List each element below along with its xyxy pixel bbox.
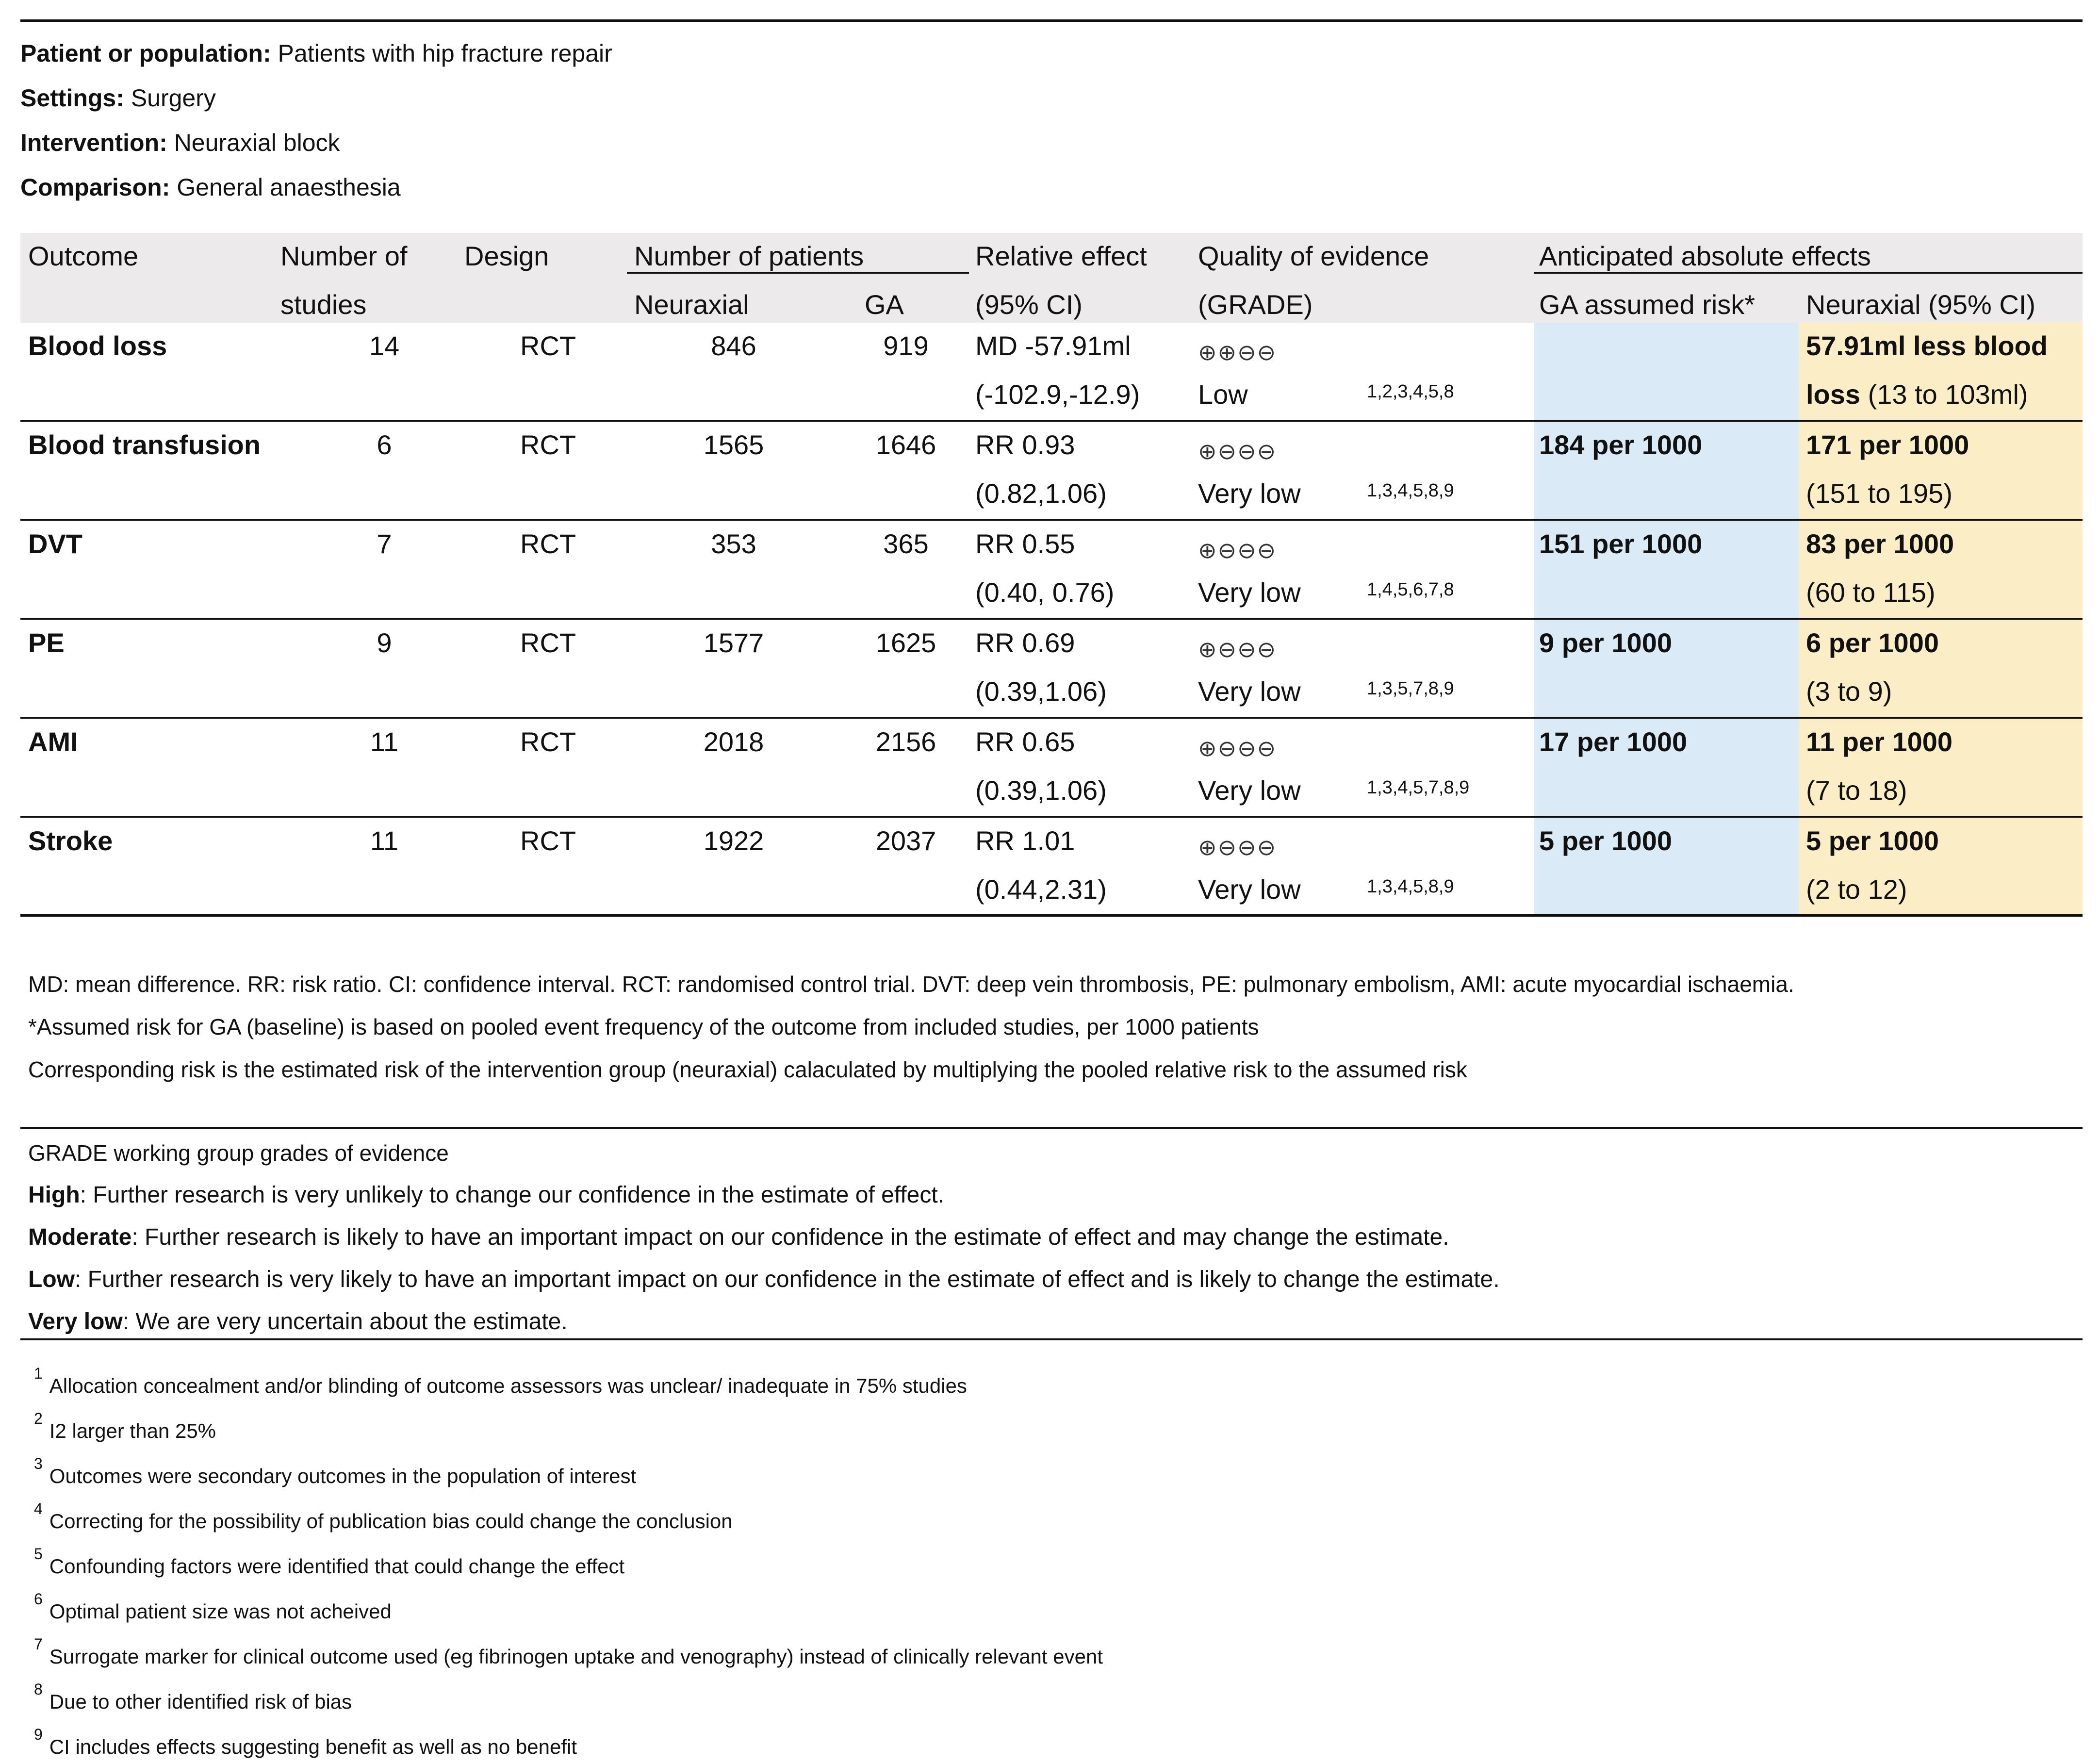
neuraxial-risk-cell: 6 per 1000 [1806,627,1939,658]
neuraxial-n-cell: 1922 [703,825,764,856]
outcome-cell: DVT [28,528,82,559]
footnote-refs: 1,3,4,5,7,8,9 [1367,777,1470,798]
comparison-line: Comparison: General anaesthesia [20,174,401,201]
ga-risk-cell: 151 per 1000 [1539,528,1703,559]
outcome-cell: AMI [28,726,78,757]
neuraxial-risk-cell: 83 per 1000 [1806,528,1954,559]
neuraxial-n-cell: 846 [711,330,756,361]
grade-very-low: Very low: We are very uncertain about the estimate. [28,1309,568,1335]
table-row [20,323,2083,422]
neuraxial-n-cell: 2018 [703,726,764,757]
quality-cell: Very low [1198,478,1301,509]
settings-line: Settings: Surgery [20,84,216,112]
header-ga: GA [865,289,904,320]
ga-n-cell: 365 [883,528,929,559]
ga-n-cell: 2037 [875,825,936,856]
quality-cell: Very low [1198,676,1301,707]
footnote-item: $^4$Correcting for the possibility of publication bias could change the conclusion [34,1500,733,1532]
footnote-item: $^8$Due to other identified risk of bias [34,1681,352,1713]
neuraxial-n-cell: 1577 [703,627,764,658]
footnote-item: $^2$I2 larger than 25% [34,1410,216,1442]
footnote-refs: 1,3,4,5,8,9 [1367,480,1454,501]
ga-risk-cell: 5 per 1000 [1539,825,1672,856]
studies-cell: 6 [377,429,392,460]
outcome-cell: PE [28,627,65,658]
ga-risk-cell: 17 per 1000 [1539,726,1688,757]
header-relative-effect-ci: (95% CI) [975,289,1083,320]
neuraxial-ci-cell: (3 to 9) [1806,676,1892,707]
studies-cell: 14 [369,330,400,361]
header-quality: Quality of evidence [1198,241,1429,271]
neuraxial-ci-cell: (2 to 12) [1806,874,1907,905]
footnote-refs: 1,4,5,6,7,8 [1367,579,1454,600]
grade-symbols: ⊕⊖⊖⊖ [1198,438,1277,464]
grade-symbols: ⊕⊖⊖⊖ [1198,834,1277,860]
design-cell: RCT [520,528,576,559]
ga-risk-cell: 9 per 1000 [1539,627,1672,658]
studies-cell: 9 [377,627,392,658]
table-row [20,422,2083,521]
effect-line1: RR 1.01 [975,825,1075,856]
footnote-refs: 1,3,5,7,8,9 [1367,678,1454,699]
table-bottom-rule [20,914,2083,917]
table-row [20,818,2083,917]
effect-line2: (0.44,2.31) [975,874,1107,905]
footnote-item: $^7$Surrogate marker for clinical outcome used (eg fibrinogen uptake and venography) instead of clinically relevant event [34,1635,1103,1668]
effect-line1: MD -57.91ml [975,330,1131,361]
header-num-studies: Number of [280,241,408,271]
header-outcome: Outcome [28,241,139,271]
footnote-item: $^6$Optimal patient size was not acheived [34,1590,392,1623]
design-cell: RCT [520,627,576,658]
effect-line2: (-102.9,-12.9) [975,379,1140,410]
neuraxial-risk-cell: 5 per 1000 [1806,825,1939,856]
neuraxial-ci-cell: (151 to 195) [1806,478,1952,509]
ga-n-cell: 919 [883,330,929,361]
effect-line1: RR 0.93 [975,429,1075,460]
table-row [20,620,2083,719]
footnote-item: $^5$Confounding factors were identified that could change the effect [34,1545,625,1578]
header-anticipated: Anticipated absolute effects [1539,241,1871,271]
neuraxial-ci-cell: (7 to 18) [1806,775,1907,806]
outcome-cell: Stroke [28,825,113,856]
design-cell: RCT [520,825,576,856]
grade-symbols: ⊕⊖⊖⊖ [1198,636,1277,662]
population-line: Patient or population: Patients with hip fracture repair [20,40,612,67]
design-cell: RCT [520,429,576,460]
quality-cell: Very low [1198,874,1301,905]
footnote-item: $^3$Outcomes were secondary outcomes in the population of interest [34,1455,637,1487]
quality-cell: Very low [1198,577,1301,608]
neuraxial-n-cell: 353 [711,528,756,559]
studies-cell: 7 [377,528,392,559]
grade-low: Low: Further research is very likely to have an important impact on our confidence in the estimate of effect and is likely to change the estimate. [28,1267,1500,1292]
grade-top-rule [20,1127,2083,1129]
neuraxial-ci-cell: (60 to 115) [1806,577,1936,608]
table-row [20,521,2083,620]
quality-cell: Low [1198,379,1248,410]
effect-line1: RR 0.55 [975,528,1075,559]
quality-cell: Very low [1198,775,1301,806]
header-num-studies-2: studies [280,289,367,320]
table-row [20,719,2083,818]
effect-line2: (0.82,1.06) [975,478,1107,509]
abbreviations-note: MD: mean difference. RR: risk ratio. CI: confidence interval. RCT: randomised control trial. DVT: deep vein thrombosis, PE: pulmonary embolism, AMI: acute myocardial ischaemia. [28,972,1794,997]
ga-risk-cell-bg [1534,323,1799,422]
grade-symbols: ⊕⊖⊖⊖ [1198,537,1277,563]
grade-symbols: ⊕⊕⊖⊖ [1198,339,1277,365]
grade-moderate: Moderate: Further research is likely to have an important impact on our confidence in the estimate of effect and may change the estimate. [28,1224,1449,1250]
footnote-refs: 1,3,4,5,8,9 [1367,876,1454,897]
header-relative-effect: Relative effect [975,241,1147,271]
header-grade: (GRADE) [1198,289,1313,320]
grade-title: GRADE working group grades of evidence [28,1140,449,1166]
header-neuraxial-ci: Neuraxial (95% CI) [1806,289,2036,320]
top-rule [20,19,2083,22]
effect-line1: RR 0.69 [975,627,1075,658]
ga-n-cell: 1625 [875,627,936,658]
footnote-item: $^1$Allocation concealment and/or blinding of outcome assessors was unclear/ inadequate in 75% studies [34,1365,967,1397]
header-design: Design [464,241,549,271]
ga-n-cell: 1646 [875,429,936,460]
effect-line2: (0.40, 0.76) [975,577,1115,608]
intervention-line: Intervention: Neuraxial block [20,129,340,156]
neuraxial-risk-cell: 11 per 1000 [1806,726,1953,757]
studies-cell: 11 [370,825,399,856]
design-cell: RCT [520,726,576,757]
corresponding-risk-note: Corresponding risk is the estimated risk of the intervention group (neuraxial) calaculated by multiplying the pooled relative risk to the assumed risk [28,1057,1467,1082]
table-header [20,233,2083,323]
ga-n-cell: 2156 [875,726,936,757]
grade-high: High: Further research is very unlikely to change our confidence in the estimate of effect. [28,1182,945,1208]
ga-risk-cell: 184 per 1000 [1539,429,1703,460]
assumed-risk-note: *Assumed risk for GA (baseline) is based on pooled event frequency of the outcome from included studies, per 1000 patients [28,1014,1259,1039]
header-num-patients: Number of patients [634,241,864,271]
effect-line1: RR 0.65 [975,726,1075,757]
grade-symbols: ⊕⊖⊖⊖ [1198,735,1277,761]
effect-line2: (0.39,1.06) [975,775,1107,806]
footnote-item: $^9$CI includes effects suggesting benefit as well as no benefit [34,1726,577,1758]
header-neuraxial: Neuraxial [634,289,749,320]
design-cell: RCT [520,330,576,361]
header-ga-assumed: GA assumed risk* [1539,289,1755,320]
footnotes-top-rule [20,1338,2083,1340]
neuraxial-n-cell: 1565 [703,429,764,460]
neuraxial-risk-cell: 57.91ml less blood [1806,330,2048,361]
footnote-refs: 1,2,3,4,5,8 [1367,381,1454,402]
studies-cell: 11 [370,726,399,757]
anticipated-underline [1534,272,2083,274]
outcome-cell: Blood loss [28,330,167,361]
outcome-cell: Blood transfusion [28,429,261,460]
neuraxial-ci-cell: loss (13 to 103ml) [1806,379,2028,410]
num-patients-underline [627,272,969,274]
effect-line2: (0.39,1.06) [975,676,1107,707]
neuraxial-risk-cell: 171 per 1000 [1806,429,1969,460]
